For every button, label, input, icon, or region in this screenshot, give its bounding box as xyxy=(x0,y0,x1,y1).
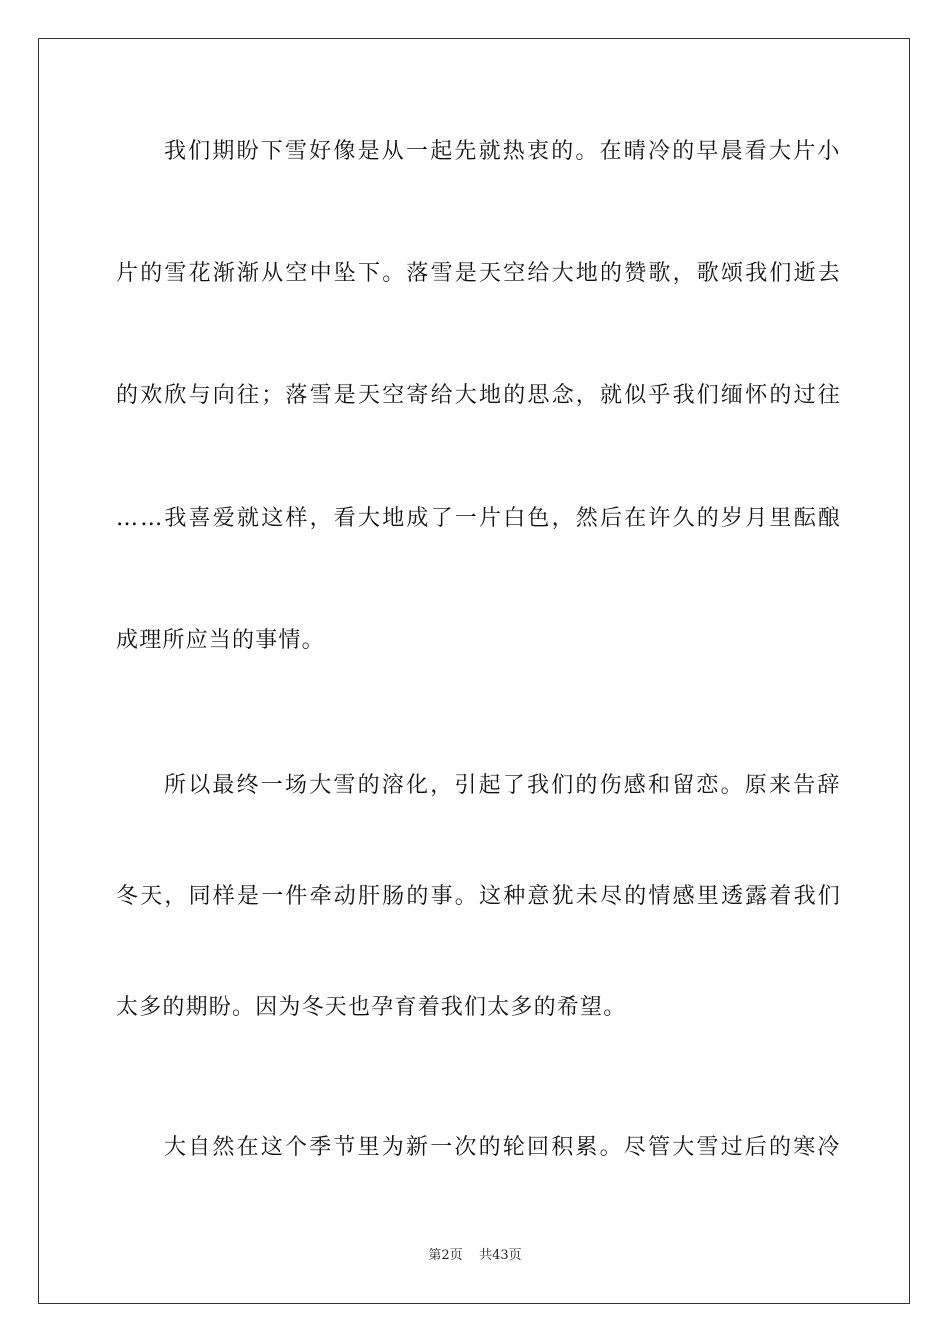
paragraph-line: ……我喜爱就这样，看大地成了一片白色，然后在许久的岁月里酝酿 xyxy=(116,506,843,531)
paragraph-line: 冬天，同样是一件牵动肝肠的事。这种意犹未尽的情感里透露着我们 xyxy=(116,884,843,909)
paragraph-line: 片的雪花渐渐从空中坠下。落雪是天空给大地的赞歌，歌颂我们逝去 xyxy=(116,261,843,286)
paragraph-line: 太多的期盼。因为冬天也孕育着我们太多的希望。 xyxy=(116,995,627,1020)
page-total: 共43页 xyxy=(479,1248,522,1263)
paragraph-line: 我们期盼下雪好像是从一起先就热衷的。在晴冷的早晨看大片小 xyxy=(164,139,842,164)
page-number: 第2页 xyxy=(428,1248,463,1263)
page-footer xyxy=(0,1247,950,1265)
page-border xyxy=(38,38,910,1304)
paragraph-line: 大自然在这个季节里为新一次的轮回积累。尽管大雪过后的寒冷 xyxy=(164,1135,842,1160)
paragraph-line: 的欢欣与向往；落雪是天空寄给大地的思念，就似乎我们缅怀的过往 xyxy=(116,383,843,408)
paragraph-line: 成理所应当的事情。 xyxy=(116,628,325,653)
paragraph-line: 所以最终一场大雪的溶化，引起了我们的伤感和留恋。原来告辞 xyxy=(164,773,842,798)
